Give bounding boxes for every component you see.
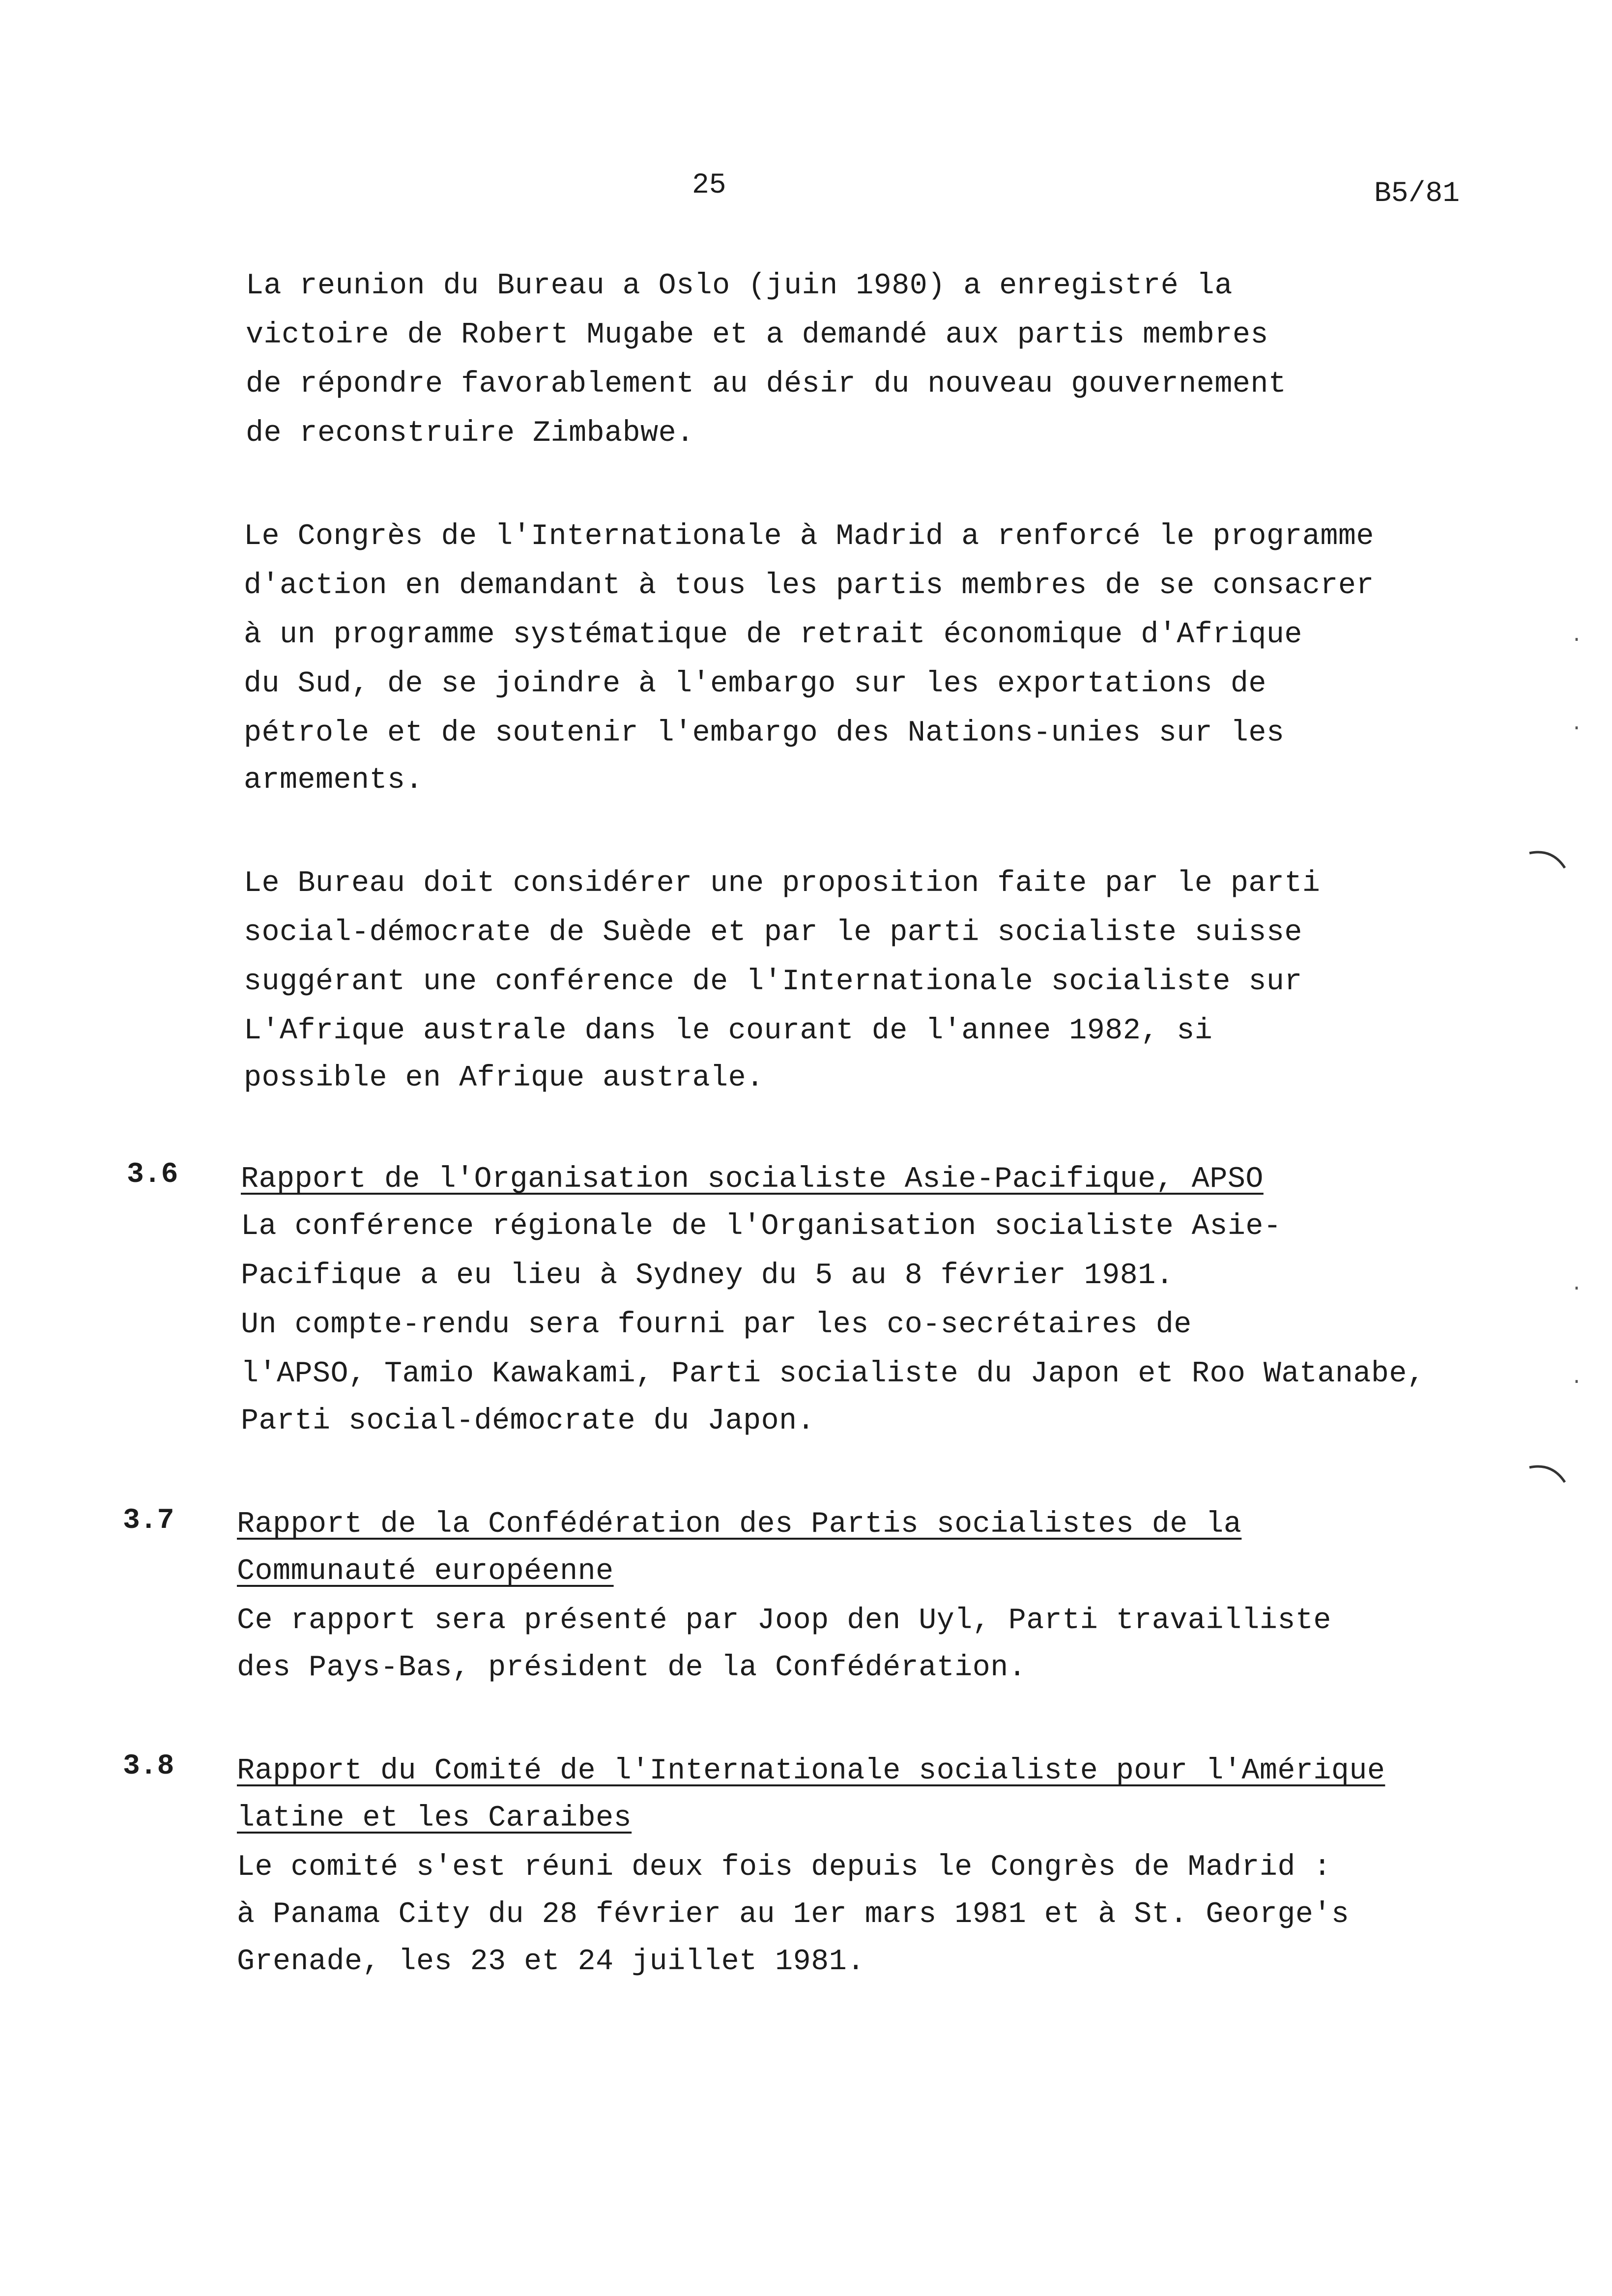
section-heading: Rapport de la Confédération des Partis socialistes de la (237, 1508, 1242, 1541)
paragraph-line: victoire de Robert Mugabe et a demandé aux partis membres (246, 318, 1268, 352)
scan-speck: · (1571, 718, 1583, 740)
page-number: 25 (692, 170, 726, 201)
section-heading: latine et les Caraibes (237, 1802, 632, 1835)
section-heading: Rapport du Comité de l'Internationale socialiste pour l'Amérique (237, 1754, 1385, 1788)
section-heading: Rapport de l'Organisation socialiste Asie-Pacifique, APSO (241, 1163, 1264, 1196)
paragraph-line: d'action en demandant à tous les partis membres de se consacrer (244, 569, 1374, 603)
section-body-line: Pacifique a eu lieu à Sydney du 5 au 8 février 1981. (241, 1259, 1174, 1292)
paragraph-line: Le Congrès de l'Internationale à Madrid a renforcé le programme (244, 520, 1374, 553)
section-body-line: l'APSO, Tamio Kawakami, Parti socialiste du Japon et Roo Watanabe, (241, 1357, 1425, 1391)
paragraph-line: pétrole et de soutenir l'embargo des Nations-unies sur les (244, 717, 1285, 750)
paragraph-line: Le Bureau doit considérer une proposition faite par le parti (244, 867, 1321, 900)
paragraph-line: du Sud, de se joindre à l'embargo sur les exportations de (244, 667, 1267, 701)
section-body-line: Un compte-rendu sera fourni par les co-secrétaires de (241, 1308, 1192, 1342)
document-reference: B5/81 (1374, 178, 1460, 210)
scan-speck: · (1571, 1278, 1583, 1300)
section-body-line: Grenade, les 23 et 24 juillet 1981. (237, 1945, 865, 1979)
paragraph-line: à un programme systématique de retrait économique d'Afrique (244, 618, 1302, 652)
scan-speck: · (1571, 1371, 1583, 1393)
paragraph-line: suggérant une conférence de l'Internationale socialiste sur (244, 965, 1302, 999)
section-body-line: Le comité s'est réuni deux fois depuis le Congrès de Madrid : (237, 1851, 1331, 1884)
paragraph-line: possible en Afrique australe. (244, 1062, 764, 1095)
binding-hole-mark (1527, 848, 1567, 873)
section-body-line: des Pays-Bas, président de la Confédération. (237, 1651, 1027, 1685)
paragraph-line: social-démocrate de Suède et par le parti socialiste suisse (244, 916, 1302, 949)
binding-hole-mark (1527, 1463, 1567, 1487)
paragraph-line: L'Afrique australe dans le courant de l'annee 1982, si (244, 1014, 1213, 1048)
section-heading: Communauté européenne (237, 1555, 614, 1588)
paragraph-line: La reunion du Bureau a Oslo (juin 1980) a enregistré la (246, 269, 1233, 303)
section-body-line: Parti social-démocrate du Japon. (241, 1405, 815, 1438)
paragraph-line: de reconstruire Zimbabwe. (246, 417, 694, 450)
section-number: 3.8 (123, 1751, 174, 1782)
scan-speck: · (1571, 629, 1583, 651)
section-body-line: La conférence régionale de l'Organisation socialiste Asie- (241, 1210, 1282, 1243)
section-number: 3.6 (127, 1159, 178, 1191)
section-body-line: à Panama City du 28 février au 1er mars 1981 et à St. George's (237, 1898, 1350, 1931)
paragraph-line: de répondre favorablement au désir du nouveau gouvernement (246, 368, 1287, 401)
section-body-line: Ce rapport sera présenté par Joop den Uyl, Parti travailliste (237, 1604, 1331, 1637)
section-number: 3.7 (123, 1505, 174, 1537)
paragraph-line: armements. (244, 764, 424, 797)
